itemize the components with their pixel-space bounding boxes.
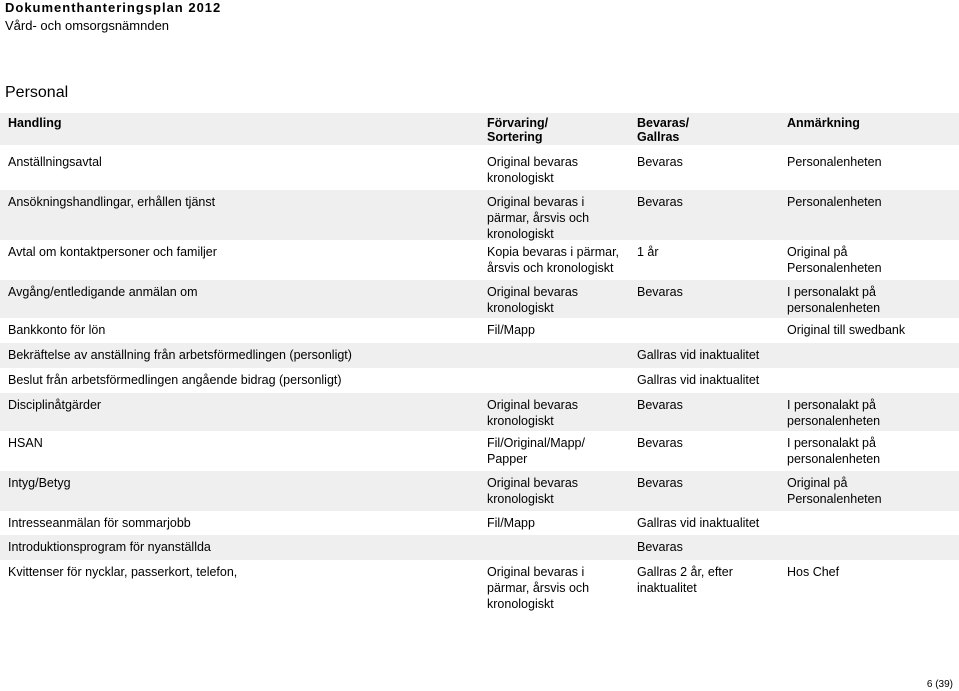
cell-handling: Bekräftelse av anställning från arbetsförmedlingen (personligt) (8, 348, 352, 362)
cell-forvaring (487, 244, 627, 276)
cell-forvaring (487, 322, 627, 338)
table-row (0, 535, 959, 560)
cell-bevaras (637, 284, 782, 300)
cell-forvaring-line: Fil/Mapp (487, 323, 535, 337)
cell-anmarkning-line: Personalenheten (787, 492, 882, 506)
cell-anmarkning-line: I personalakt på (787, 398, 876, 412)
cell-anmarkning-line: I personalakt på (787, 436, 876, 450)
cell-bevaras (637, 154, 782, 170)
cell-anmarkning (787, 154, 959, 170)
cell-anmarkning-line: personalenheten (787, 452, 881, 466)
header-forvaring-line2: Sortering (487, 130, 543, 144)
cell-forvaring-line: årsvis och kronologiskt (487, 261, 614, 275)
cell-bevaras-line: Bevaras (637, 285, 683, 299)
cell-anmarkning (787, 244, 959, 276)
cell-anmarkning-line: Personalenheten (787, 261, 882, 275)
cell-forvaring-line: Original bevaras i (487, 565, 585, 579)
cell-forvaring-line: kronologiskt (487, 597, 554, 611)
cell-bevaras-line: Gallras 2 år, efter (637, 565, 733, 579)
cell-forvaring-line: kronologiskt (487, 414, 554, 428)
header-handling: Handling (8, 116, 62, 130)
table-row (0, 393, 959, 431)
cell-bevaras (637, 564, 782, 596)
cell-handling: HSAN (8, 436, 43, 450)
cell-bevaras-line: Bevaras (637, 195, 683, 209)
cell-anmarkning (787, 435, 959, 467)
cell-forvaring-line: Original bevaras (487, 155, 579, 169)
cell-anmarkning (787, 284, 959, 316)
cell-handling: Avtal om kontaktpersoner och familjer (8, 245, 217, 259)
header-forvaring-line1: Förvaring/ (487, 116, 549, 130)
document-title: Dokumenthanteringsplan 2012 (5, 0, 222, 15)
cell-forvaring (487, 515, 627, 531)
table-row (0, 511, 959, 535)
cell-anmarkning (787, 564, 959, 580)
cell-forvaring (487, 397, 627, 429)
cell-handling: Introduktionsprogram för nyanställda (8, 540, 211, 554)
header-bevaras-line1: Bevaras/ (637, 116, 690, 130)
cell-anmarkning (787, 194, 959, 210)
table-row (0, 368, 959, 393)
cell-handling: Beslut från arbetsförmedlingen angående bidrag (personligt) (8, 373, 342, 387)
cell-forvaring-line: kronologiskt (487, 492, 554, 506)
cell-forvaring (487, 194, 627, 242)
cell-forvaring (487, 284, 627, 316)
cell-anmarkning-line: Original till swedbank (787, 323, 906, 337)
table-row (0, 431, 959, 471)
cell-bevaras-line: Bevaras (637, 436, 683, 450)
cell-forvaring (487, 564, 627, 612)
cell-forvaring (487, 154, 627, 186)
cell-bevaras-line: 1 år (637, 245, 659, 259)
cell-anmarkning-line: Personalenheten (787, 195, 882, 209)
header-forvaring (487, 116, 548, 144)
table-row (0, 471, 959, 511)
table-row (0, 560, 959, 620)
cell-bevaras-line: Bevaras (637, 398, 683, 412)
cell-forvaring-line: Fil/Mapp (487, 516, 535, 530)
table-row (0, 190, 959, 240)
cell-bevaras (637, 539, 782, 555)
cell-anmarkning-line: Original på (787, 476, 848, 490)
cell-bevaras (637, 475, 782, 491)
cell-anmarkning-line: Personalenheten (787, 155, 882, 169)
cell-handling: Bankkonto för lön (8, 323, 106, 337)
cell-bevaras (637, 194, 782, 210)
cell-anmarkning (787, 397, 959, 429)
cell-anmarkning-line: Original på (787, 245, 848, 259)
cell-forvaring-line: Original bevaras (487, 476, 579, 490)
cell-bevaras-line: Bevaras (637, 540, 683, 554)
cell-bevaras (637, 347, 782, 363)
cell-forvaring-line: Original bevaras i (487, 195, 585, 209)
cell-handling: Anställningsavtal (8, 155, 102, 169)
cell-forvaring (487, 435, 627, 467)
cell-handling: Intyg/Betyg (8, 476, 71, 490)
cell-bevaras-line: Gallras vid inaktualitet (637, 348, 760, 362)
cell-anmarkning (787, 322, 959, 338)
cell-anmarkning (787, 475, 959, 507)
cell-bevaras (637, 244, 782, 260)
cell-handling: Ansökningshandlingar, erhållen tjänst (8, 195, 216, 209)
cell-forvaring-line: pärmar, årsvis och (487, 211, 590, 225)
table-row (0, 150, 959, 190)
cell-forvaring-line: Kopia bevaras i pärmar, (487, 245, 620, 259)
cell-bevaras-line: Bevaras (637, 476, 683, 490)
table-row (0, 280, 959, 318)
cell-forvaring-line: Original bevaras (487, 398, 579, 412)
header-anmarkning: Anmärkning (787, 116, 860, 130)
cell-handling: Avgång/entledigande anmälan om (8, 285, 198, 299)
cell-handling: Intresseanmälan för sommarjobb (8, 516, 191, 530)
cell-handling: Disciplinåtgärder (8, 398, 102, 412)
cell-forvaring (487, 475, 627, 507)
cell-bevaras (637, 435, 782, 451)
cell-bevaras (637, 397, 782, 413)
cell-anmarkning-line: personalenheten (787, 414, 881, 428)
cell-forvaring-line: pärmar, årsvis och (487, 581, 590, 595)
table-header (0, 113, 959, 145)
cell-bevaras-line: Gallras vid inaktualitet (637, 516, 760, 530)
cell-anmarkning-line: Hos Chef (787, 565, 840, 579)
table-row (0, 318, 959, 343)
page-number: 6 (39) (926, 679, 953, 690)
document-subtitle: Vård- och omsorgsnämnden (5, 18, 170, 33)
cell-forvaring-line: Fil/Original/Mapp/ (487, 436, 585, 450)
header-bevaras-line2: Gallras (637, 130, 680, 144)
cell-handling: Kvittenser för nycklar, passerkort, telefon, (8, 565, 238, 579)
cell-bevaras-line: inaktualitet (637, 581, 697, 595)
cell-bevaras (637, 372, 782, 388)
section-title: Personal (5, 84, 69, 101)
cell-anmarkning-line: I personalakt på (787, 285, 876, 299)
cell-bevaras (637, 515, 782, 531)
header-bevaras (637, 116, 689, 144)
table-row (0, 343, 959, 368)
cell-bevaras-line: Gallras vid inaktualitet (637, 373, 760, 387)
cell-anmarkning-line: personalenheten (787, 301, 881, 315)
cell-bevaras-line: Bevaras (637, 155, 683, 169)
cell-forvaring-line: kronologiskt (487, 301, 554, 315)
cell-forvaring-line: kronologiskt (487, 171, 554, 185)
table-row (0, 240, 959, 280)
cell-forvaring-line: Papper (487, 452, 528, 466)
cell-forvaring-line: kronologiskt (487, 227, 554, 241)
cell-forvaring-line: Original bevaras (487, 285, 579, 299)
